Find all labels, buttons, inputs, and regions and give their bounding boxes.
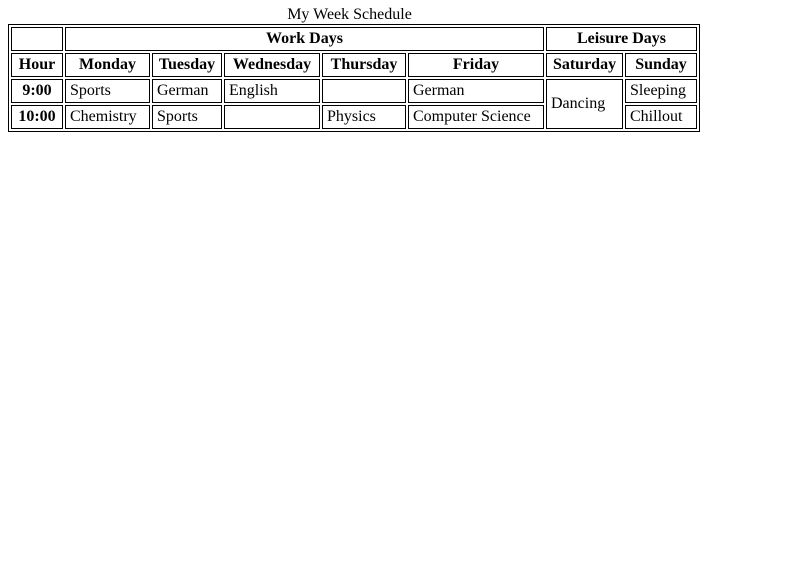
col-header-tuesday: Tuesday [152, 53, 222, 77]
cell-1000-wednesday [224, 105, 320, 129]
cell-900-wednesday: English [224, 79, 320, 103]
cell-1000-tuesday: Sports [152, 105, 222, 129]
table-row-900 [11, 79, 697, 103]
col-header-sunday: Sunday [625, 53, 697, 77]
col-header-saturday: Saturday [546, 53, 623, 77]
group-header-row [11, 27, 697, 51]
corner-cell [11, 27, 63, 51]
cell-1000-sunday: Chillout [625, 105, 697, 129]
table-header [11, 27, 697, 77]
page-title: My Week Schedule [287, 6, 412, 23]
group-header-leisure-days: Leisure Days [546, 27, 697, 51]
cell-900-friday: German [408, 79, 544, 103]
table-body [11, 79, 697, 129]
cell-900-sunday: Sleeping [625, 79, 697, 103]
cell-900-monday: Sports [65, 79, 150, 103]
cell-1000-monday: Chemistry [65, 105, 150, 129]
col-header-hour: Hour [11, 53, 63, 77]
column-header-row [11, 53, 697, 77]
col-header-wednesday: Wednesday [224, 53, 320, 77]
hour-cell-1000: 10:00 [11, 105, 63, 129]
group-header-work-days: Work Days [65, 27, 544, 51]
cell-saturday-merged: Dancing [546, 79, 623, 129]
cell-1000-friday: Computer Science [408, 105, 544, 129]
cell-900-thursday [322, 79, 406, 103]
col-header-friday: Friday [408, 53, 544, 77]
cell-1000-thursday: Physics [322, 105, 406, 129]
col-header-thursday: Thursday [322, 53, 406, 77]
col-header-monday: Monday [65, 53, 150, 77]
cell-900-tuesday: German [152, 79, 222, 103]
hour-cell-900: 9:00 [11, 79, 63, 103]
week-schedule-table [8, 24, 700, 132]
